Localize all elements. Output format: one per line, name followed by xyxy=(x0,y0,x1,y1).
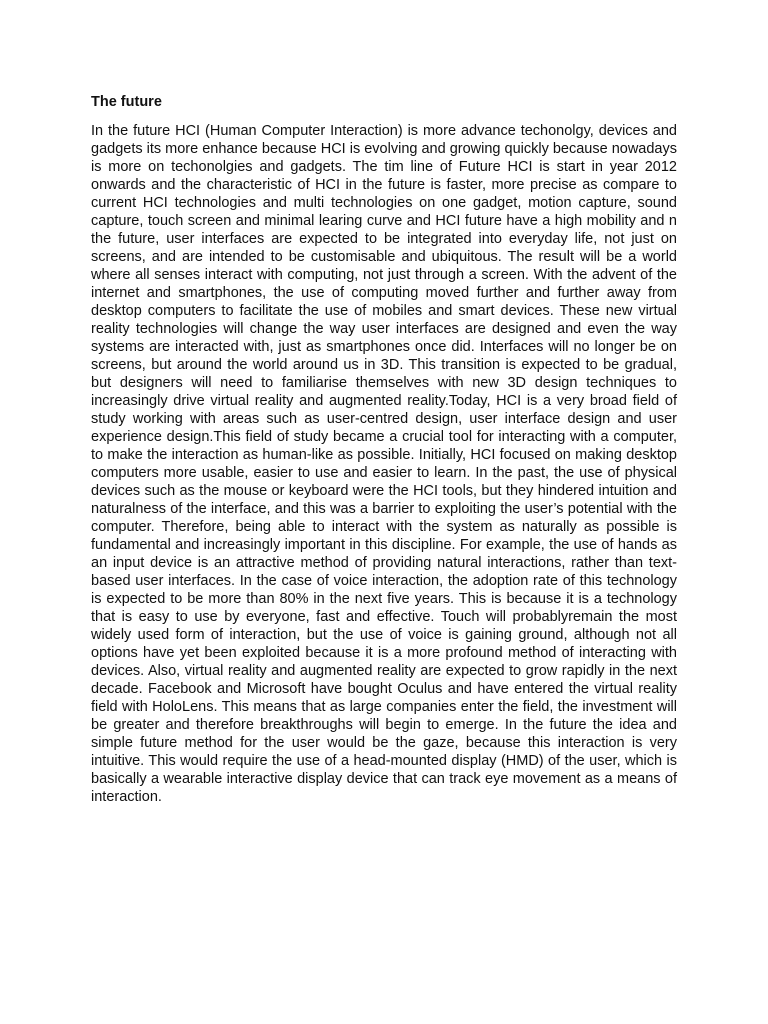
section-heading: The future xyxy=(91,94,162,110)
document-content xyxy=(91,92,677,806)
body-paragraph: In the future HCI (Human Computer Interaction) is more advance techonolgy, devices and gadgets its more enhance because HCI is evolving and growing quickly because nowadays is more on techonolgies and gadgets. The tim line of Future HCI is start in year 2012 onwards and the characteristic of HCI in the future is faster, more precise as compare to current HCI technologies and multi technologies on one gadget, motion capture, sound capture, touch screen and minimal learing curve and HCI future have a high mobility and n the future, user interfaces are expected to be integrated into everyday life, not just on screens, and are intended to be customisable and ubiquitous. The result will be a world where all senses interact with computing, not just through a screen. With the advent of the internet and smartphones, the use of computing moved further and further away from desktop computers to facilitate the use of mobiles and smart devices. These new virtual reality technologies will change the way user interfaces are designed and even the way systems are interacted with, just as smartphones once did. Interfaces will no longer be on screens, but around the world around us in 3D. This transition is expected to be gradual, but designers will need to familiarise themselves with new 3D design techniques to increasingly drive virtual reality and augmented reality.Today, HCI is a very broad field of study working with areas such as user-centred design, user interface design and user experience design.This field of study became a crucial tool for interacting with a computer, to make the interaction as human-like as possible. Initially, HCI focused on making desktop computers more usable, easier to use and easier to learn. In the past, the use of physical devices such as the mouse or keyboard were the HCI tools, but they hindered intuition and naturalness of the interface, and this was a barrier to exploiting the user’s potential with the computer. Therefore, being able to interact with the system as naturally as possible is fundamental and increasingly important in this discipline. For example, the use of hands as an input device is an attractive method of providing natural interactions, rather than text-based user interfaces. In the case of voice interaction, the adoption rate of this technology is expected to be more than 80% in the next five years. This is because it is a technology that is easy to use by everyone, fast and effective. Touch will probablyremain the most widely used form of interaction, but the use of voice is gaining ground, although not all options have yet been exploited because it is a more profound method of interacting with devices. Also, virtual reality and augmented reality are expected to grow rapidly in the next decade. Facebook and Microsoft have bought Oculus and have entered the virtual reality field with HoloLens. This means that as large companies enter the field, the investment will be greater and therefore breakthroughs will begin to emerge. In the future the idea and simple future method for the user would be the gaze, because this interaction is very intuitive. This would require the use of a head-mounted display (HMD) of the user, which is basically a wearable interactive display device that can track eye movement as a means of interaction. xyxy=(91,123,677,805)
